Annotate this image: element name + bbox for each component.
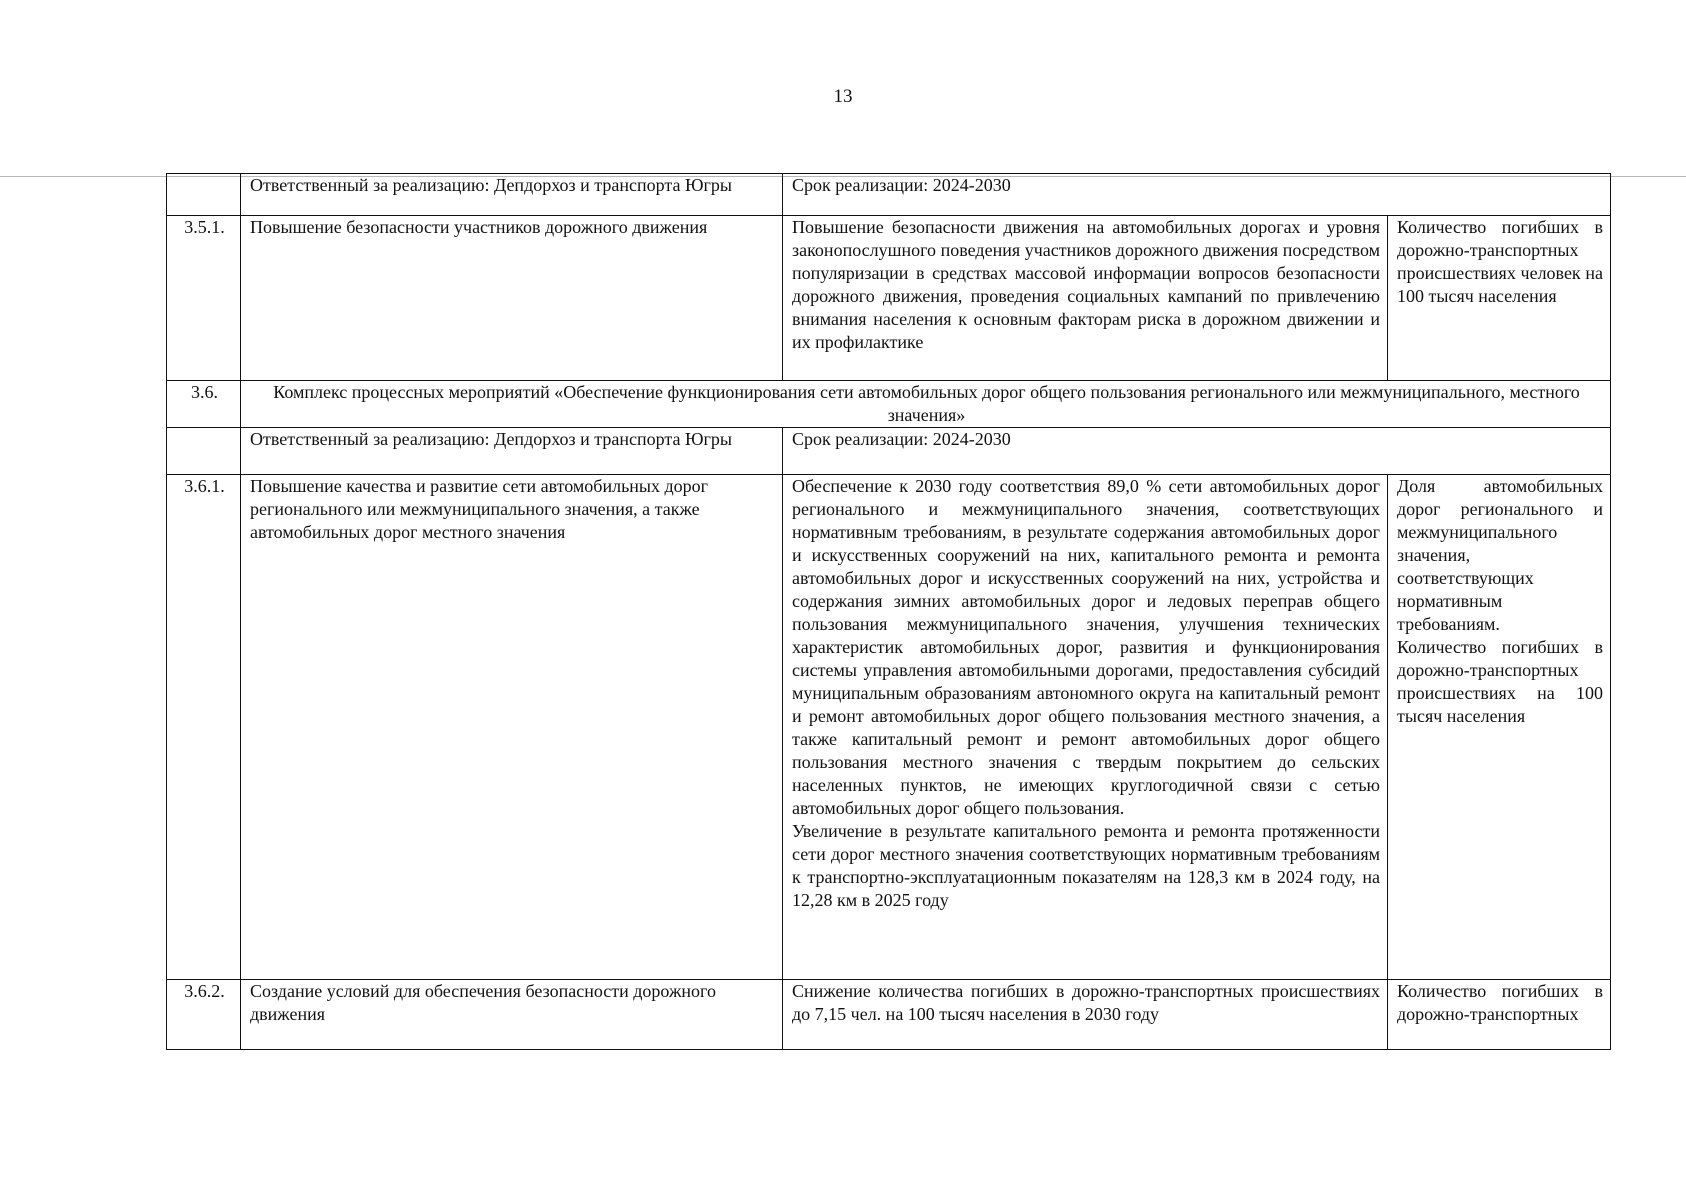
cell-indicator: Количество погибших в дорожно-транспортных: [1388, 980, 1611, 1050]
table-row-3-6-2: [167, 980, 1611, 1050]
cell-num-empty: [167, 174, 241, 216]
cell-num: 3.6.1.: [167, 475, 241, 980]
cell-indicator: [1388, 475, 1611, 980]
effect-paragraph-1: Обеспечение к 2030 году соответствия 89,0 % сети автомобильных дорог регионального и межмуниципального значения, соответствующих нормативным требованиям, в результате содержания автомобильных дорог и искусственных сооружений на них, капитального ремонта и ремонта автомобильных дорог и искусственных сооружений на них, устройства и содержания зимних автомобильных дорог и ледовых переправ общего пользования межмуниципального значения, улучшения технических характеристик автомобильных дорог, развития и функционирования системы управления автомобильными дорогами, предоставления субсидий муниципальным образованиям автономного округа на капитальный ремонт и ремонт автомобильных дорог общего пользования местного значения, а также капитальный ремонт и ремонт автомобильных дорог общего пользования местного значения с твердым покрытием до сельских населенных пунктов, не имеющих круглогодичной связи с сетью автомобильных дорог общего пользования.: [792, 476, 1380, 818]
cell-deadline: Срок реализации: 2024-2030: [783, 174, 1611, 216]
cell-num: 3.5.1.: [167, 216, 241, 381]
table-row-3-6-1: [167, 475, 1611, 980]
cell-num: 3.6.: [167, 381, 241, 428]
cell-task: Повышение безопасности участников дорожного движения: [241, 216, 783, 381]
table-row-responsible-3-6: [167, 428, 1611, 475]
cell-num-empty: [167, 428, 241, 475]
cell-responsible: Ответственный за реализацию: Депдорхоз и транспорта Югры: [241, 174, 783, 216]
cell-num: 3.6.2.: [167, 980, 241, 1050]
indicator-paragraph-1: Доля автомобильных дорог регионального и межмуниципального значения, соответствующих нормативным требованиям.: [1397, 476, 1603, 634]
table-row-3-6-header: [167, 381, 1611, 428]
cell-indicator: Количество погибших в дорожно-транспортных происшествиях человек на 100 тысяч населения: [1388, 216, 1611, 381]
measures-table: [166, 173, 1611, 1050]
cell-deadline: Срок реализации: 2024-2030: [783, 428, 1611, 475]
cell-task: Повышение качества и развитие сети автомобильных дорог регионального или межмуниципального значения, а также автомобильных дорог местного значения: [241, 475, 783, 980]
cell-effect: Снижение количества погибших в дорожно-транспортных происшествиях до 7,15 чел. на 100 тысяч населения в 2030 году: [783, 980, 1388, 1050]
cell-complex-title: Комплекс процессных мероприятий «Обеспечение функционирования сети автомобильных дорог общего пользования регионального или межмуниципального, местного значения»: [241, 381, 1611, 428]
cell-task: Создание условий для обеспечения безопасности дорожного движения: [241, 980, 783, 1050]
page-number: 13: [833, 86, 853, 107]
cell-effect: Повышение безопасности движения на автомобильных дорогах и уровня законопослушного поведения участников дорожного движения посредством популяризации в средствах массовой информации вопросов безопасности дорожного движения, проведения социальных кампаний по привлечению внимания населения к основным факторам риска в дорожном движении и их профилактике: [783, 216, 1388, 381]
indicator-paragraph-2: Количество погибших в дорожно-транспортных происшествиях на 100 тысяч населения: [1397, 637, 1603, 726]
table-row-3-5-1: [167, 216, 1611, 381]
cell-effect: [783, 475, 1388, 980]
cell-responsible: Ответственный за реализацию: Депдорхоз и транспорта Югры: [241, 428, 783, 475]
table-row-responsible-3-5: [167, 174, 1611, 216]
effect-paragraph-2: Увеличение в результате капитального ремонта и ремонта протяженности сети дорог местного значения соответствующих нормативным требованиям к транспортно-эксплуатационным показателям на 128,3 км в 2024 году, на 12,28 км в 2025 году: [792, 821, 1380, 910]
